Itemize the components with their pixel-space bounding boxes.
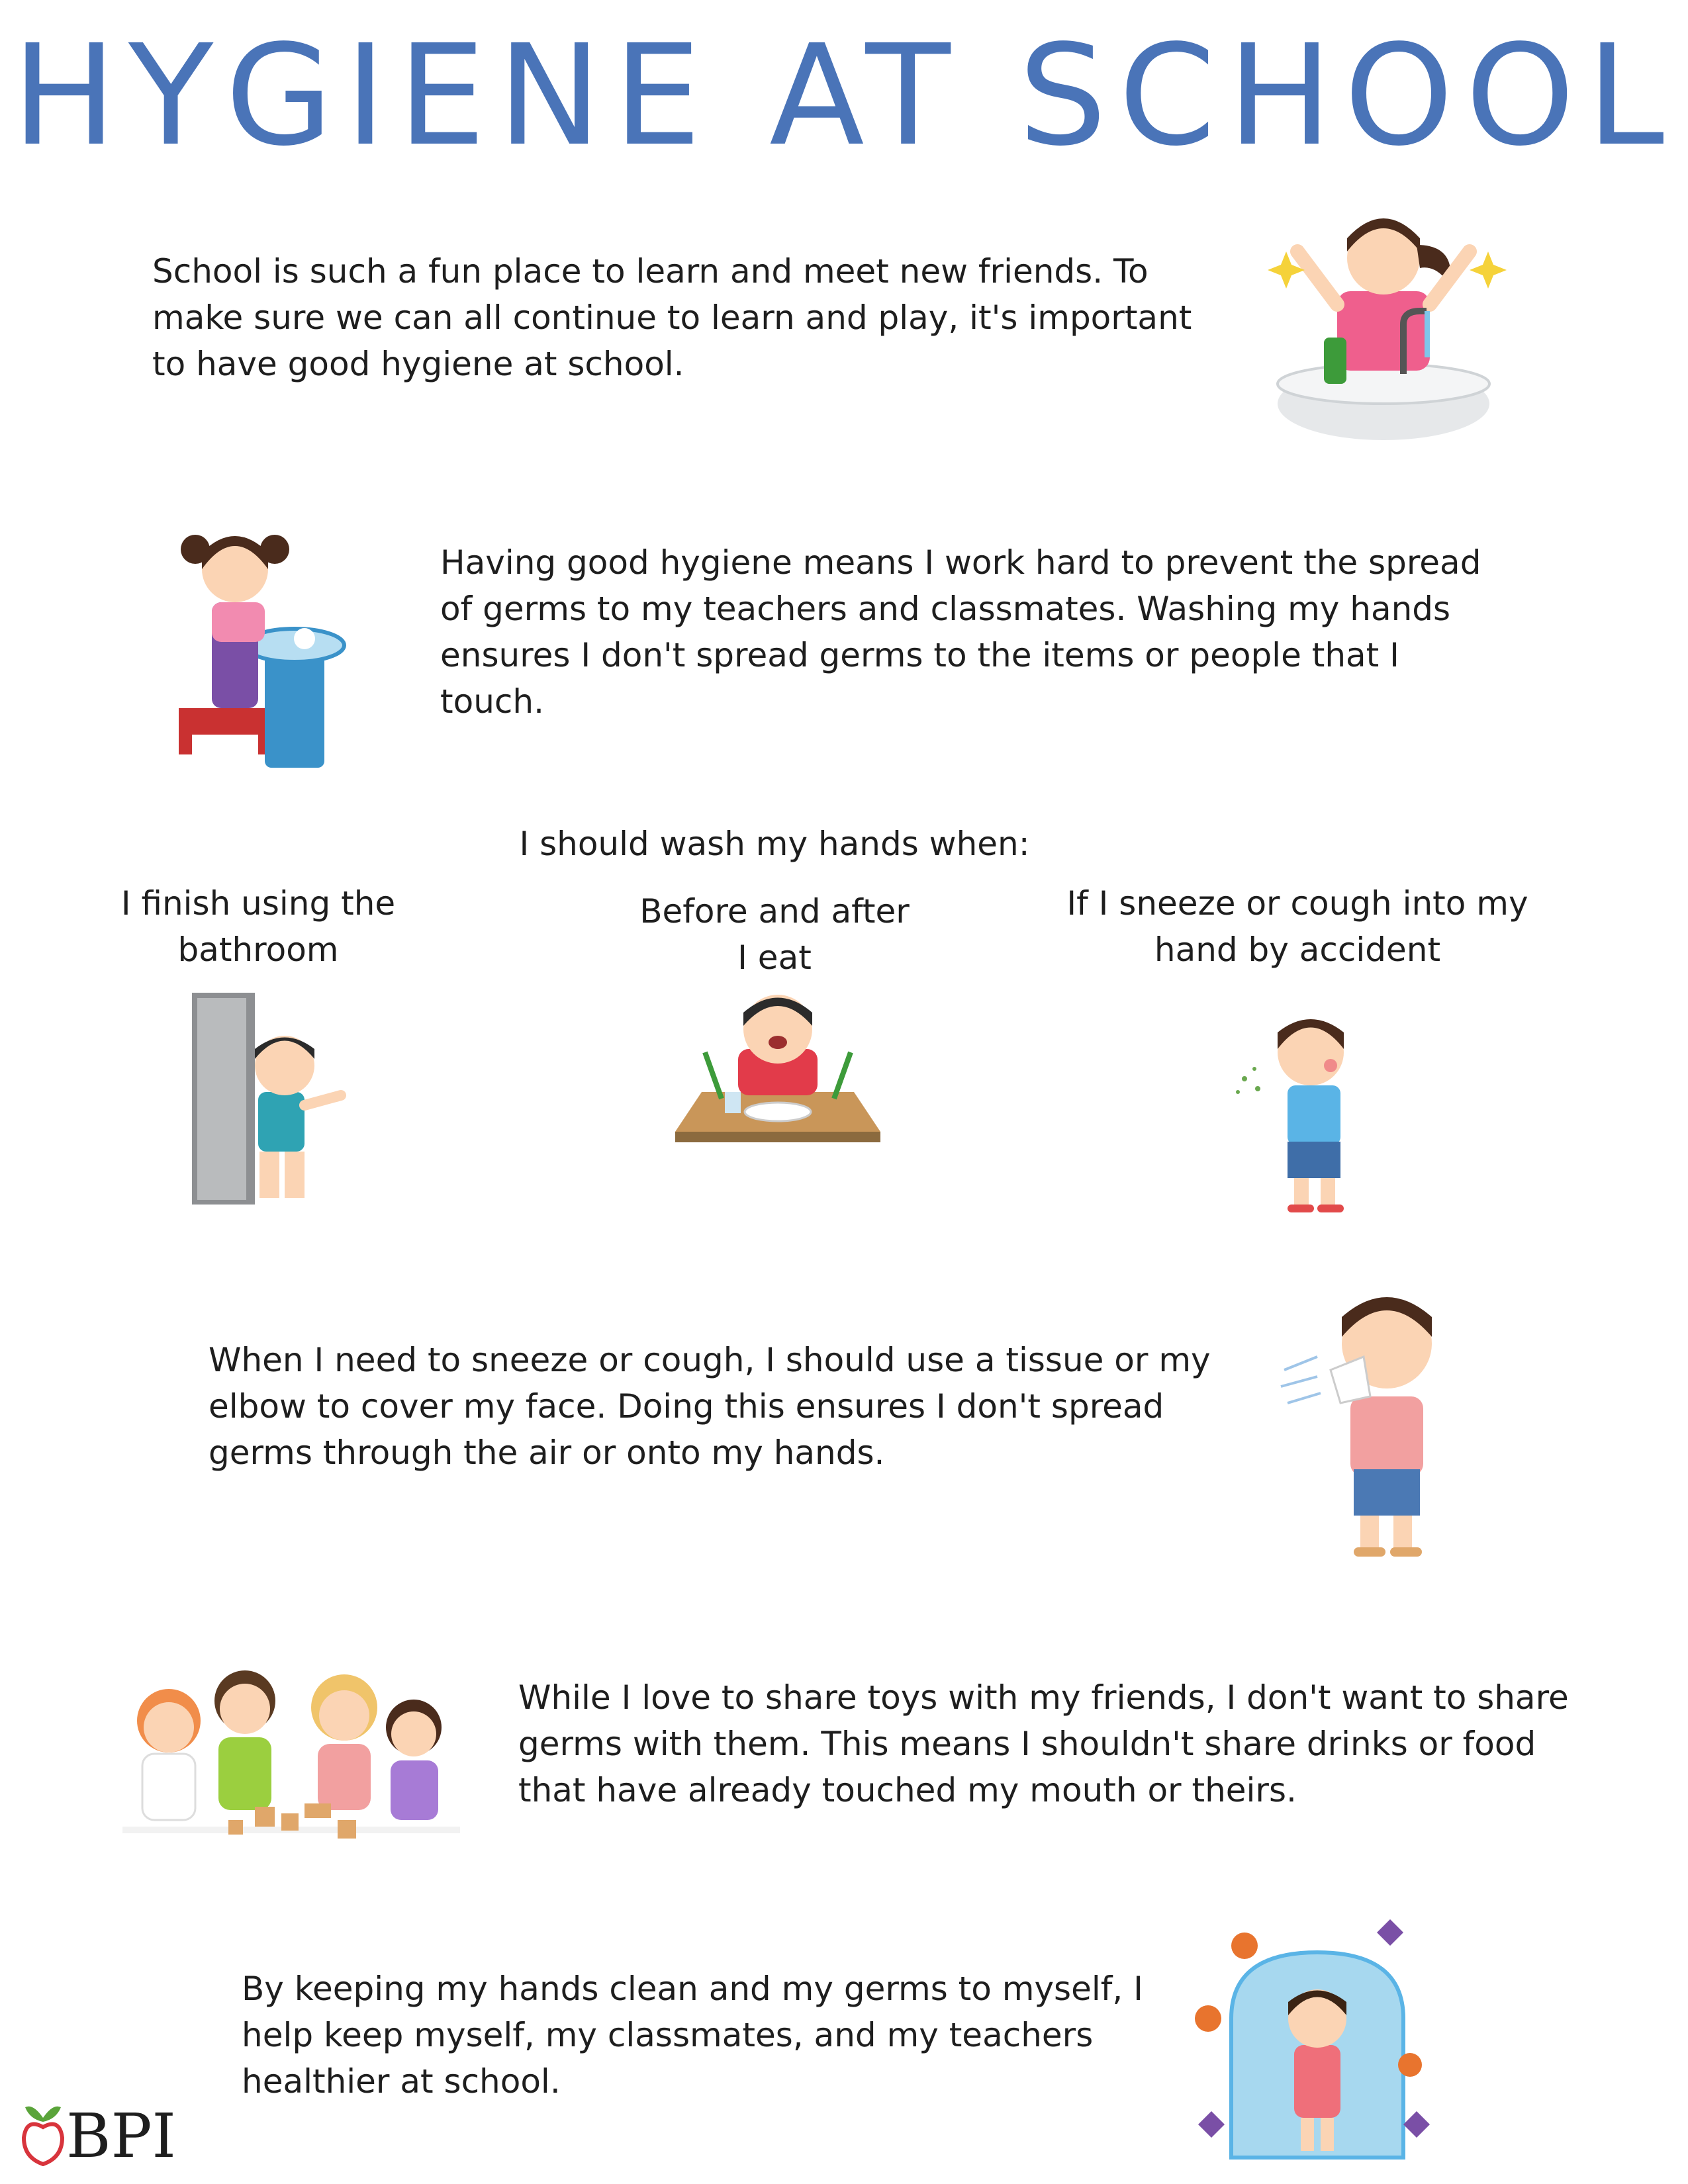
sneeze-line: germs through the air or onto my hands. — [209, 1433, 885, 1472]
closing-line: healthier at school. — [242, 2062, 561, 2101]
page-title: HYGIENE AT SCHOOL — [12, 15, 1676, 177]
good-hygiene-line: ensures I don't spread germs to the items or people that I — [440, 636, 1399, 674]
wash-when-heading: I should wash my hands when: — [519, 825, 1030, 863]
good-hygiene-line: of germs to my teachers and classmates. Washing my hands — [440, 590, 1451, 628]
girl-washing-hands-illustration — [1258, 205, 1509, 457]
wash-item-line: If I sneeze or cough into my — [1066, 884, 1528, 923]
intro-paragraph — [152, 248, 1238, 387]
boy-sneezing-into-hand-illustration — [1231, 993, 1370, 1218]
wash-item-line: Before and after — [639, 892, 910, 931]
girl-at-sink-illustration — [172, 516, 351, 774]
wash-item-line: hand by accident — [1154, 931, 1441, 969]
sharing-line: While I love to share toys with my friends, I don't want to share — [518, 1678, 1569, 1717]
girl-in-germ-shield-illustration — [1192, 1919, 1443, 2171]
sharing-line: that have already touched my mouth or theirs. — [518, 1771, 1297, 1809]
sneeze-line: When I need to sneeze or cough, I should use a tissue or my — [209, 1341, 1211, 1379]
boy-sneezing-into-tissue-illustration — [1278, 1271, 1470, 1569]
boy-at-bathroom-door-illustration — [185, 986, 351, 1211]
sneeze-paragraph — [209, 1337, 1268, 1476]
intro-line: make sure we can all continue to learn and play, it's important — [152, 298, 1192, 337]
bpi-logo — [20, 2103, 179, 2169]
sharing-paragraph — [518, 1674, 1657, 1813]
intro-line: School is such a fun place to learn and meet new friends. To — [152, 252, 1149, 291]
closing-line: help keep myself, my classmates, and my teachers — [242, 2016, 1094, 2054]
boy-eating-illustration — [675, 986, 880, 1191]
good-hygiene-paragraph — [440, 539, 1579, 725]
intro-line: to have good hygiene at school. — [152, 345, 684, 383]
wash-item-line: I eat — [737, 938, 812, 977]
good-hygiene-line: touch. — [440, 682, 544, 721]
closing-paragraph — [242, 1966, 1195, 2105]
sharing-line: germs with them. This means I shouldn't share drinks or food — [518, 1725, 1536, 1763]
closing-line: By keeping my hands clean and my germs to myself, I — [242, 1970, 1143, 2008]
wash-item-bathroom — [66, 880, 450, 973]
kids-playing-with-blocks-illustration — [122, 1655, 460, 1853]
good-hygiene-line: Having good hygiene means I work hard to prevent the spread — [440, 543, 1481, 582]
wash-item-sneeze — [1033, 880, 1562, 973]
logo-text: BPI — [66, 2101, 176, 2171]
sneeze-line: elbow to cover my face. Doing this ensures I don't spread — [209, 1387, 1164, 1426]
wash-item-line: I finish using the — [120, 884, 396, 923]
apple-logo-icon — [20, 2103, 66, 2169]
wash-item-eat — [576, 888, 973, 981]
wash-item-line: bathroom — [177, 931, 339, 969]
